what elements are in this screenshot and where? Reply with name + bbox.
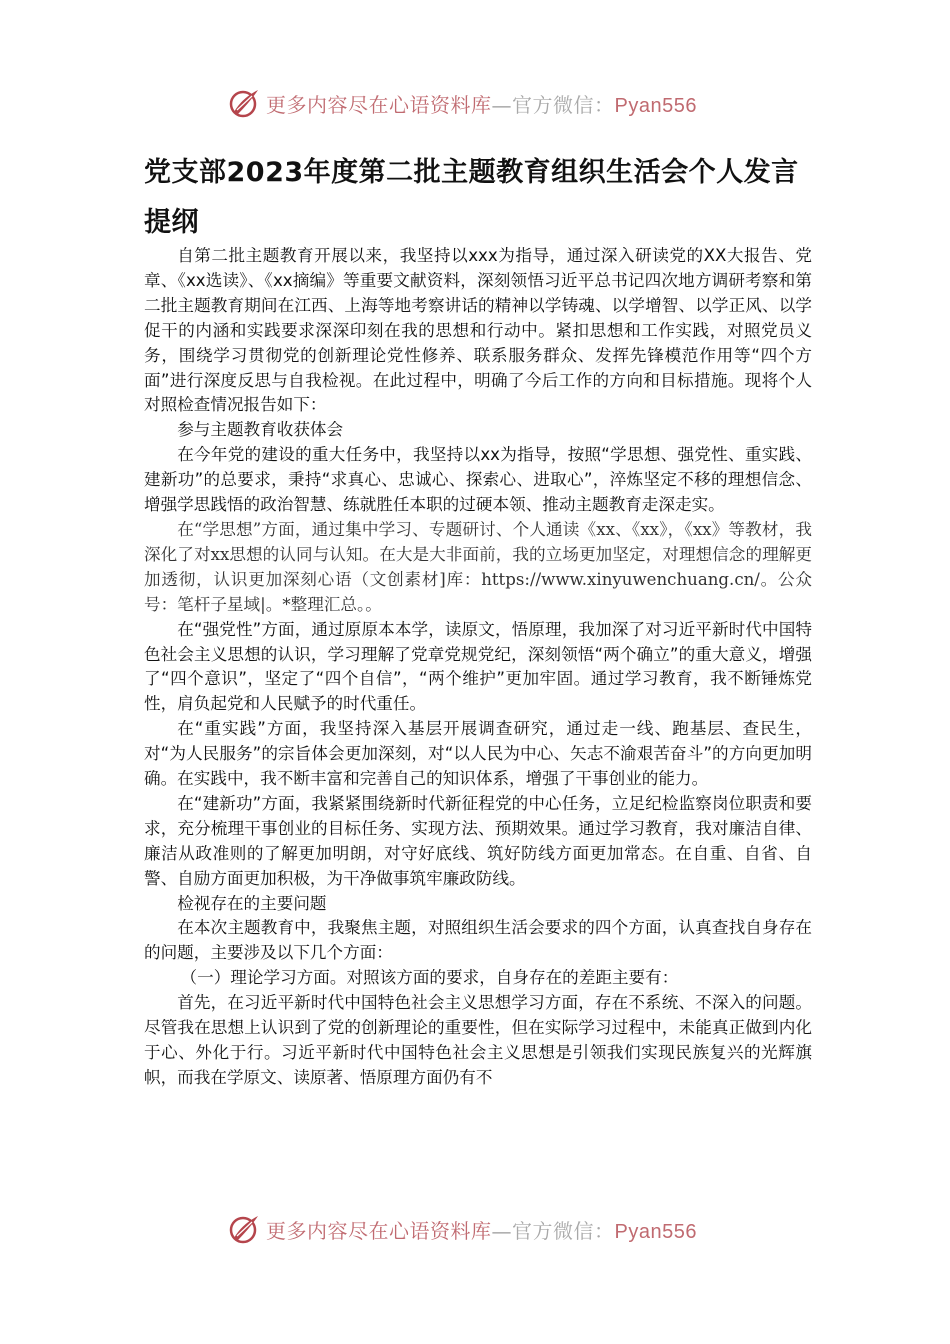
header-banner-text: 更多内容尽在心语资料库—官方微信：Pyan556: [266, 92, 697, 117]
document-body: [144, 244, 812, 1091]
intro-paragraph: 自第二批主题教育开展以来，我坚持以xxx为指导，通过深入研读党的XX大报告、党章、《xx选读》、《xx摘编》等重要文献资料，深刻领悟习近平总书记四次地方调研考察和第二批主题教育期间在江西、上海等地考察讲话的精神以学铸魂、以学增智、以学正风、以学促干的内涵和实践要求深深印刻在我的思想和行动中。紧扣思想和工作实践，对照党员义务，围绕学习贯彻党的创新理论党性修养、联系服务群众、发挥先锋模范作用等“四个方面”进行深度反思与自我检视。在此过程中，明确了今后工作的方向和目标措施。现将个人对照检查情况报告如下：: [144, 246, 812, 415]
body-paragraph-party-spirit: 在“强党性”方面，通过原原本本学，读原文，悟原理，我加深了对习近平新时代中国特色社会主义思想的认识，学习理解了党章党规党纪，深刻领悟“两个确立”的重大意义，增强了“四个意识”，坚定了“四个自信”，“两个维护”更加牢固。通过学习教育，我不断锤炼党性，肩负起党和人民赋予的时代重任。: [144, 619, 812, 714]
body-paragraph: 首先，在习近平新时代中国特色社会主义思想学习方面，存在不系统、不深入的问题。尽管我在思想上认识到了党的创新理论的重要性，但在实际学习过程中，未能真正做到内化于心、外化于行。习近平新时代中国特色社会主义思想是引领我们实现民族复兴的光辉旗帜，而我在学原文、读原著、悟原理方面仍有不: [144, 993, 812, 1087]
footer-watermark-banner: [228, 1212, 718, 1246]
header-watermark-banner: [228, 86, 718, 120]
body-paragraph: 在今年党的建设的重大任务中，我坚持以xx为指导，按照“学思想、强党性、重实践、建新功”的总要求，秉持“求真心、忠诚心、探索心、进取心”，淬炼坚定不移的理想信念、增强学思践悟的政治智慧、练就胜任本职的过硬本领、推动主题教育走深走实。: [144, 445, 812, 515]
section-heading-harvest: 参与主题教育收获体会: [177, 420, 344, 440]
section-heading-problems: 检视存在的主要问题: [177, 893, 327, 913]
pen-logo-icon: [228, 86, 262, 120]
pen-logo-icon: [228, 1212, 262, 1246]
footer-banner-text: 更多内容尽在心语资料库—官方微信：Pyan556: [266, 1218, 697, 1243]
body-paragraph: 在本次主题教育中，我聚焦主题，对照组织生活会要求的四个方面，认真查找自身存在的问题，主要涉及以下几个方面：: [144, 918, 812, 963]
document-title: 党支部2023年度第二批主题教育组织生活会个人发言提纲: [144, 157, 799, 238]
body-paragraph-new-merit: 在“建新功”方面，我紧紧围绕新时代新征程党的中心任务，立足纪检监察岗位职责和要求，充分梳理干事创业的目标任务、实现方法、预期效果。通过学习教育，我对廉洁自律、廉洁从政准则的了解更加明朗，对守好底线、筑好防线方面更加常态。在自重、自省、自警、自励方面更加积极，为干净做事筑牢廉政防线。: [144, 793, 812, 888]
body-paragraph-study-thought: 在“学思想”方面，通过集中学习、专题研讨、个人通读《xx、《xx》，《xx》等教材，我深化了对xx思想的认同与认知。在大是大非面前，我的立场更加坚定，对理想信念的理解更加透彻，认识更加深刻心语（文创素材]库：https://www.xinyuwenchuang.cn/。公众号：笔杆子星域|。*整理汇总。。: [144, 519, 812, 614]
body-paragraph-practice: 在“重实践”方面，我坚持深入基层开展调查研究，通过走一线、跑基层、查民生，对“为人民服务”的宗旨体会更加深刻，对“以人民为中心、矢志不渝艰苦奋斗”的方向更加明确。在实践中，我不断丰富和完善自己的知识体系，增强了干事创业的能力。: [144, 719, 812, 789]
subsection-heading-theory: （一）理论学习方面。对照该方面的要求，自身存在的差距主要有：: [180, 968, 679, 988]
